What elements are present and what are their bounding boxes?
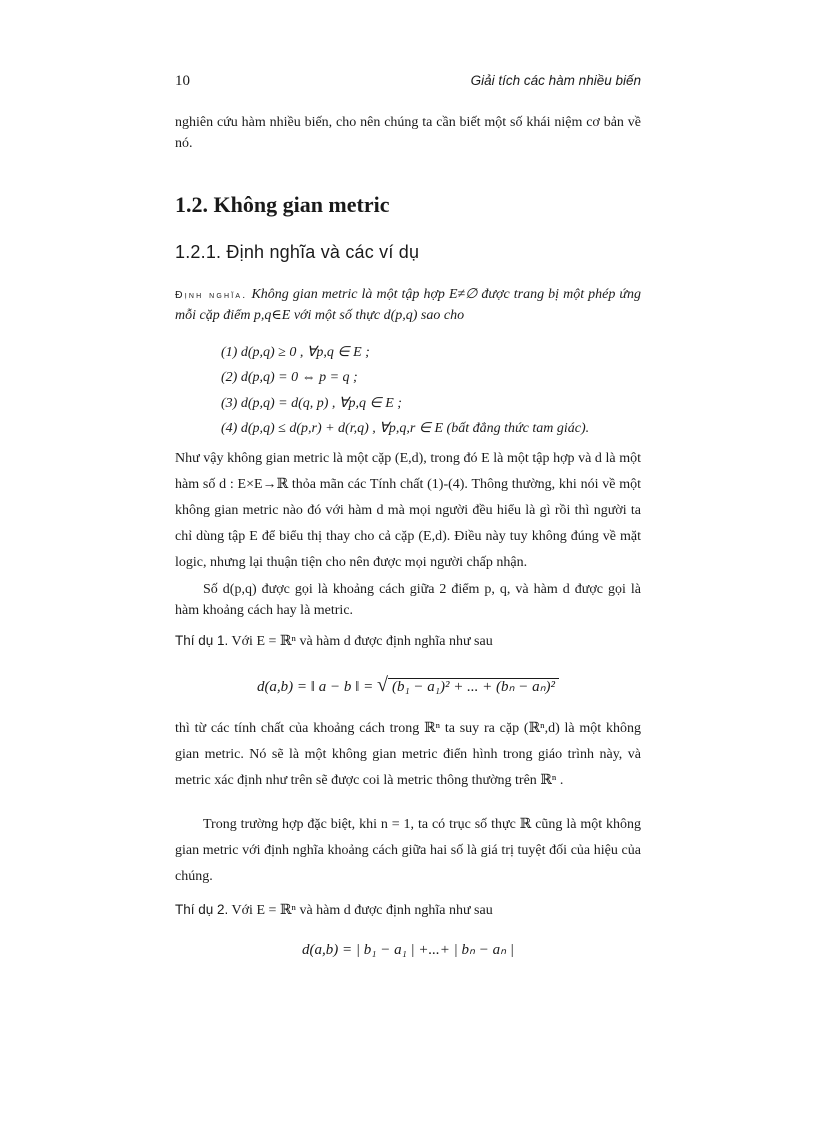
page-header xyxy=(175,70,641,93)
example-1-conclusion: thì từ các tính chất của khoảng cách trong ℝⁿ ta suy ra cặp (ℝⁿ,d) là một không gian metric. Nó sẽ là một không gian metric điển hình trong giáo trình này, và metric xác định như trên sẽ được coi là metric thông thường trên ℝⁿ . xyxy=(175,721,641,789)
example-2-text: Với E = ℝⁿ và hàm d được định nghĩa như sau xyxy=(231,902,493,918)
example-2-label: Thí dụ 2. xyxy=(175,901,229,917)
property-item: (4) d(p,q) ≤ d(p,r) + d(r,q) , ∀p,q,r ∈ E (bất đẳng thức tam giác). xyxy=(221,421,590,437)
definition-text: Không gian metric là một tập hợp E≠∅ được trang bị một phép ứng mỗi cặp điểm p,q∈E với một số thực d(p,q) sao cho xyxy=(175,286,642,323)
running-title: Giải tích các hàm nhiều biến xyxy=(470,73,641,88)
example-1 xyxy=(175,631,641,652)
formula-euclidean-lhs: d(a,b) = ‖ a − b ‖ = xyxy=(256,679,374,696)
formula-euclidean-rhs: (b₁ − a₁)² + ... + (bₙ − aₙ)² xyxy=(388,678,559,695)
formula-euclidean xyxy=(175,670,641,700)
sqrt-icon: √ xyxy=(376,674,388,697)
page-number: 10 xyxy=(175,73,190,89)
page-content xyxy=(175,112,641,977)
paragraph-distance: Số d(p,q) được gọi là khoảng cách giữa 2 điểm p, q, và hàm d được gọi là hàm khoảng cách hay là metric. xyxy=(175,582,641,619)
example-2 xyxy=(175,900,641,921)
metric-properties xyxy=(175,340,641,442)
property-item: (1) d(p,q) ≥ 0 , ∀p,q ∈ E ; xyxy=(221,344,370,360)
paragraph-metric-pair: Như vậy không gian metric là một cặp (E,d), trong đó E là một tập hợp và d là một hàm số d : E×E→ℝ thỏa mãn các Tính chất (1)-(4). Thông thường, khi nói về một không gian metric nào đó với hàm d mà mọi người đều hiểu là gì rồi thì người ta chỉ dùng tập E để biểu thị thay cho cả cặp (E,d). Điều này tuy không đúng về mặt logic, nhưng lại thuận tiện cho nên được mọi người chấp nhận. xyxy=(175,450,641,570)
subsection-title: 1.2.1. Định nghĩa và các ví dụ xyxy=(175,242,420,263)
paragraph-real-line: Trong trường hợp đặc biệt, khi n = 1, ta có trục số thực ℝ cũng là một không gian metric với định nghĩa khoảng cách giữa hai số là giá trị tuyệt đối của hiệu của chúng. xyxy=(175,817,641,884)
intro-paragraph: nghiên cứu hàm nhiều biến, cho nên chúng ta cần biết một số khái niệm cơ bản về nó. xyxy=(175,115,641,151)
definition xyxy=(175,284,641,326)
example-1-label: Thí dụ 1. xyxy=(175,633,229,649)
definition-label: Định nghĩa. xyxy=(175,288,248,301)
property-item: (3) d(p,q) = d(q, p) , ∀p,q ∈ E ; xyxy=(221,395,402,411)
formula-manhattan: d(a,b) = | b₁ − a₁ | +...+ | bₙ − aₙ | xyxy=(302,941,514,958)
section-title: 1.2. Không gian metric xyxy=(175,192,390,217)
property-item: (2) d(p,q) = 0 ⇔ p = q ; xyxy=(221,370,358,386)
example-1-text: Với E = ℝⁿ và hàm d được định nghĩa như sau xyxy=(231,634,493,650)
